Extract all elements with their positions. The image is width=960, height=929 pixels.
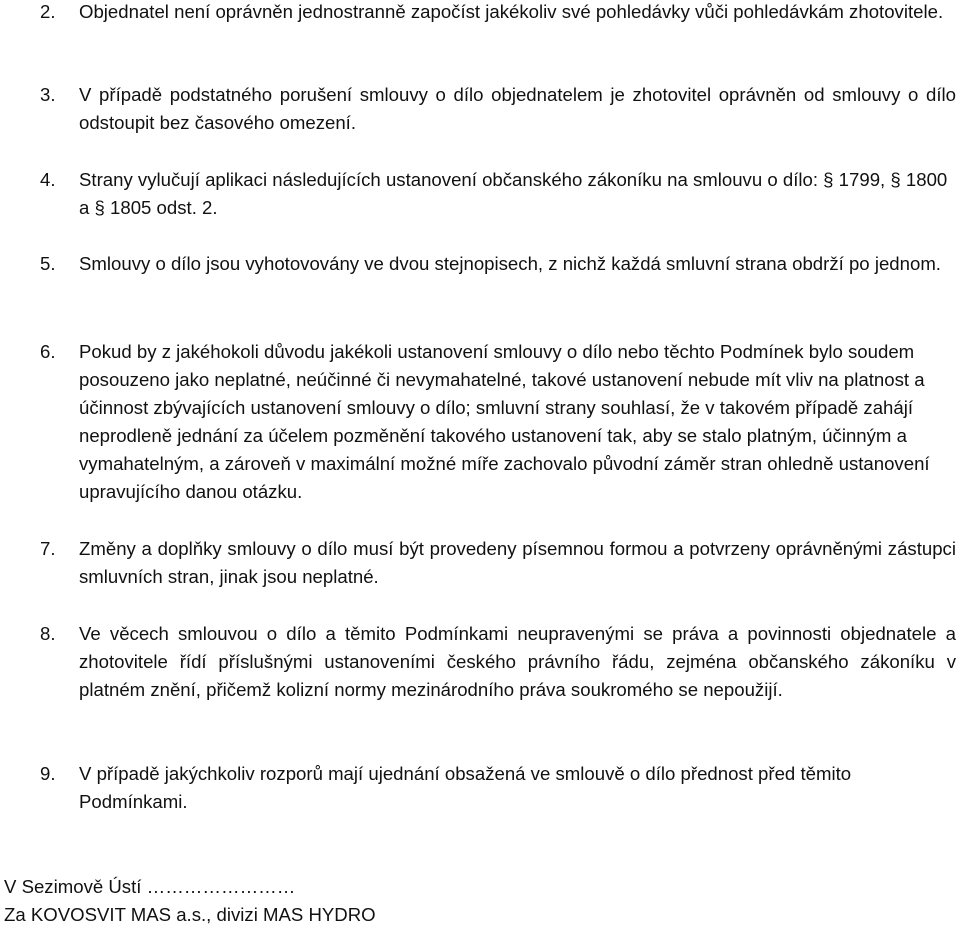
clause-number: 2. [40,1,56,22]
clause-number: 6. [40,341,56,362]
clause-text: V případě jakýchkoliv rozporů mají ujednání obsažená ve smlouvě o dílo přednost před těmito Podmínkami. [79,763,852,812]
clause-number: 9. [40,763,56,784]
signature-place-line: V Sezimově Ústí …………………… [4,876,296,897]
clause-text: Smlouvy o dílo jsou vyhotovovány ve dvou stejnopisech, z nichž každá smluvní strana obdrží po jednom. [79,253,941,274]
clause-number: 3. [40,84,56,105]
clause-text: Strany vylučují aplikaci následujících ustanovení občanského zákoníku na smlouvu o dílo: § 1799, § 1800 a § 1805 odst. 2. [79,169,948,218]
clause-text: V případě podstatného porušení smlouvy o dílo objednatelem je zhotovitel oprávněn od smlouvy o dílo odstoupit bez časového omezení. [79,84,956,133]
clause-text: Ve věcech smlouvou o dílo a těmito Podmínkami neupravenými se práva a povinnosti objednatele a zhotovitele řídí příslušnými ustanoveními českého právního řádu, zejména občanského zákoníku v platném znění, přičemž kolizní normy mezinárodního práva soukromého se nepoužijí. [79,623,956,700]
clause-number: 5. [40,253,56,274]
clause-text: Pokud by z jakéhokoli důvodu jakékoli ustanovení smlouvy o dílo nebo těchto Podmínek bylo soudem posouzeno jako neplatné, neúčinné či nevymahatelné, takové ustanovení nebude mít vliv na platnost a účinnost zbývajících ustanovení smlouvy o dílo; smluvní strany souhlasí, že v takovém případě zahájí neprodleně jednání za účelem pozměnění takového ustanovení tak, aby se stalo platným, účinným a vymahatelným, a zároveň v maximální možné míře zachovalo původní záměr stran ohledně ustanovení upravujícího danou otázku. [79,341,930,502]
clause-text: Změny a doplňky smlouvy o dílo musí být provedeny písemnou formou a potvrzeny oprávněnými zástupci smluvních stran, jinak jsou neplatné. [79,538,956,587]
clause-number: 8. [40,623,56,644]
clause-number: 7. [40,538,56,559]
clause-text: Objednatel není oprávněn jednostranně započíst jakékoliv své pohledávky vůči pohledávkám zhotovitele. [79,1,944,22]
clause-number: 4. [40,169,56,190]
signature-company-line: Za KOVOSVIT MAS a.s., divizi MAS HYDRO [4,904,376,925]
